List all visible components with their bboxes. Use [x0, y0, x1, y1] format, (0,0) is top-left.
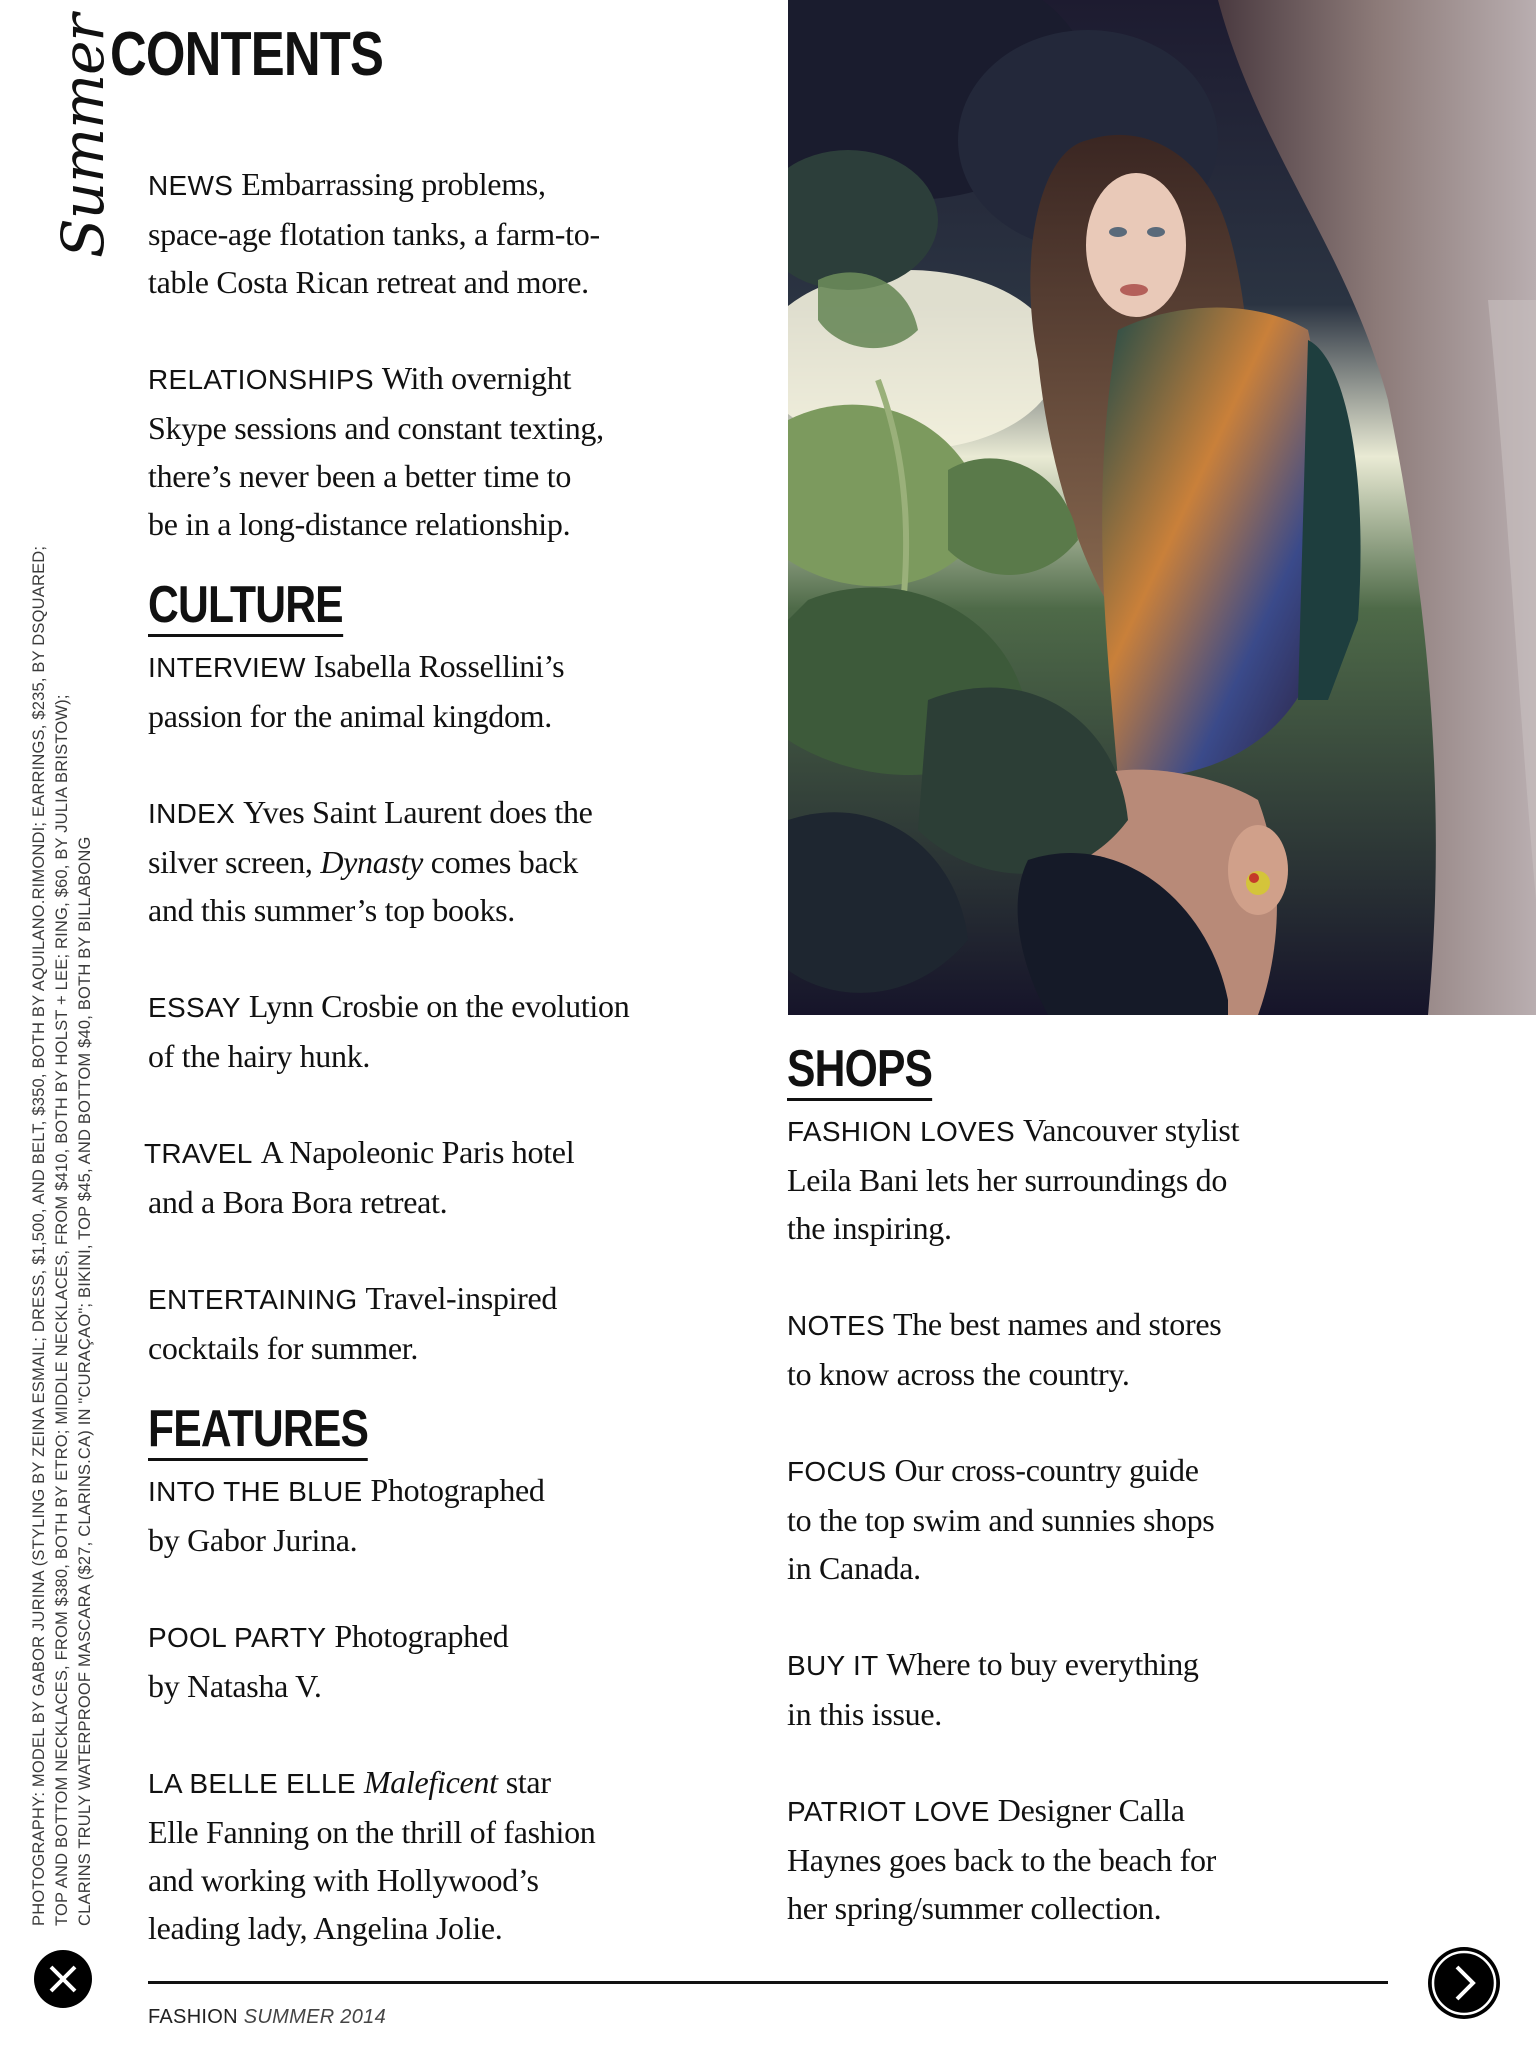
toc-entry-entertaining[interactable]: ENTERTAINING Travel-inspired cocktails for summer.	[148, 1280, 558, 1366]
chevron-right-icon	[1428, 1947, 1500, 2019]
toc-entry-index[interactable]: INDEX Yves Saint Laurent does the silver screen, Dynasty comes back and this summer’s top books.	[148, 794, 593, 928]
section-heading-shops: SHOPS	[787, 1042, 932, 1101]
toc-entry-into-the-blue[interactable]: INTO THE BLUE Photographed by Gabor Jurina.	[148, 1472, 545, 1558]
footer-brand: FASHION	[148, 2006, 238, 2028]
section-heading-culture: CULTURE	[148, 578, 343, 637]
footer-folio	[148, 2006, 386, 2029]
entry-kicker: RELATIONSHIPS	[148, 364, 374, 395]
toc-entry-notes[interactable]: NOTES The best names and stores to know across the country.	[787, 1306, 1222, 1392]
section-heading-features: FEATURES	[148, 1402, 368, 1461]
entry-kicker: NEWS	[148, 170, 234, 201]
title-dynasty: Dynasty	[320, 844, 424, 880]
toc-entry-pool-party[interactable]: POOL PARTY Photographed by Natasha V.	[148, 1618, 509, 1704]
toc-entry-news[interactable]: NEWS Embarrassing problems, space-age flotation tanks, a farm-to- table Costa Rican retreat and more.	[148, 166, 600, 300]
next-page-button[interactable]	[1428, 1947, 1500, 2019]
credit-line: TOP AND BOTTOM NECKLACES, FROM $380, BOTH BY ETRO; MIDDLE NECKLACES, FROM $410, BOTH BY HOLST + LEE; RING, $60, BY JULIA BRISTOW);	[53, 694, 71, 1926]
toc-entry-buy-it[interactable]: BUY IT Where to buy everything in this issue.	[787, 1646, 1199, 1732]
toc-entry-la-belle-elle[interactable]: LA BELLE ELLE Maleficent star Elle Fanning on the thrill of fashion and working with Hollywood’s leading lady, Angelina Jolie.	[148, 1764, 596, 1946]
toc-entry-travel[interactable]: TRAVEL A Napoleonic Paris hotel and a Bora Bora retreat.	[144, 1134, 575, 1220]
credit-line: CLARINS TRULY WATERPROOF MASCARA ($27, CLARINS.CA) IN "CURAÇAO"; BIKINI, TOP $45, AND BOTTOM $40, BOTH BY BILLABONG	[76, 836, 94, 1926]
title-maleficent: Maleficent	[363, 1764, 498, 1800]
left-column	[144, 160, 748, 2000]
photo-credits	[28, 394, 97, 1926]
close-button[interactable]	[34, 1950, 92, 2008]
photo-illustration	[788, 0, 1536, 1015]
right-column	[787, 1040, 1347, 1980]
toc-entry-essay[interactable]: ESSAY Lynn Crosbie on the evolution of the hairy hunk.	[148, 988, 630, 1074]
toc-entry-relationships[interactable]: RELATIONSHIPS With overnight Skype sessions and constant texting, there’s never been a better time to be in a long-distance relationship.	[148, 360, 604, 542]
credit-line: PHOTOGRAPHY: MODEL BY GABOR JURINA (STYLING BY ZEINA ESMAIL; DRESS, $1,500, AND BELT, $350, BOTH BY AQUILANO.RIMONDI; EARRINGS, $235, BY DSQUARED;	[30, 545, 48, 1926]
toc-entry-patriot-love[interactable]: PATRIOT LOVE Designer Calla Haynes goes back to the beach for her spring/summer collection.	[787, 1792, 1217, 1926]
close-x-icon	[34, 1950, 92, 2008]
footer-divider	[148, 1981, 1388, 1984]
cover-photo	[788, 0, 1536, 1015]
footer-issue: SUMMER 2014	[243, 2006, 387, 2028]
toc-entry-focus[interactable]: FOCUS Our cross-country guide to the top swim and sunnies shops in Canada.	[787, 1452, 1215, 1586]
toc-entry-fashion-loves[interactable]: FASHION LOVES Vancouver stylist Leila Bani lets her surroundings do the inspiring.	[787, 1112, 1240, 1246]
summer-label: Summer	[49, 14, 117, 258]
page-title: CONTENTS	[110, 20, 384, 89]
toc-entry-interview[interactable]: INTERVIEW Isabella Rossellini’s passion for the animal kingdom.	[148, 648, 565, 734]
